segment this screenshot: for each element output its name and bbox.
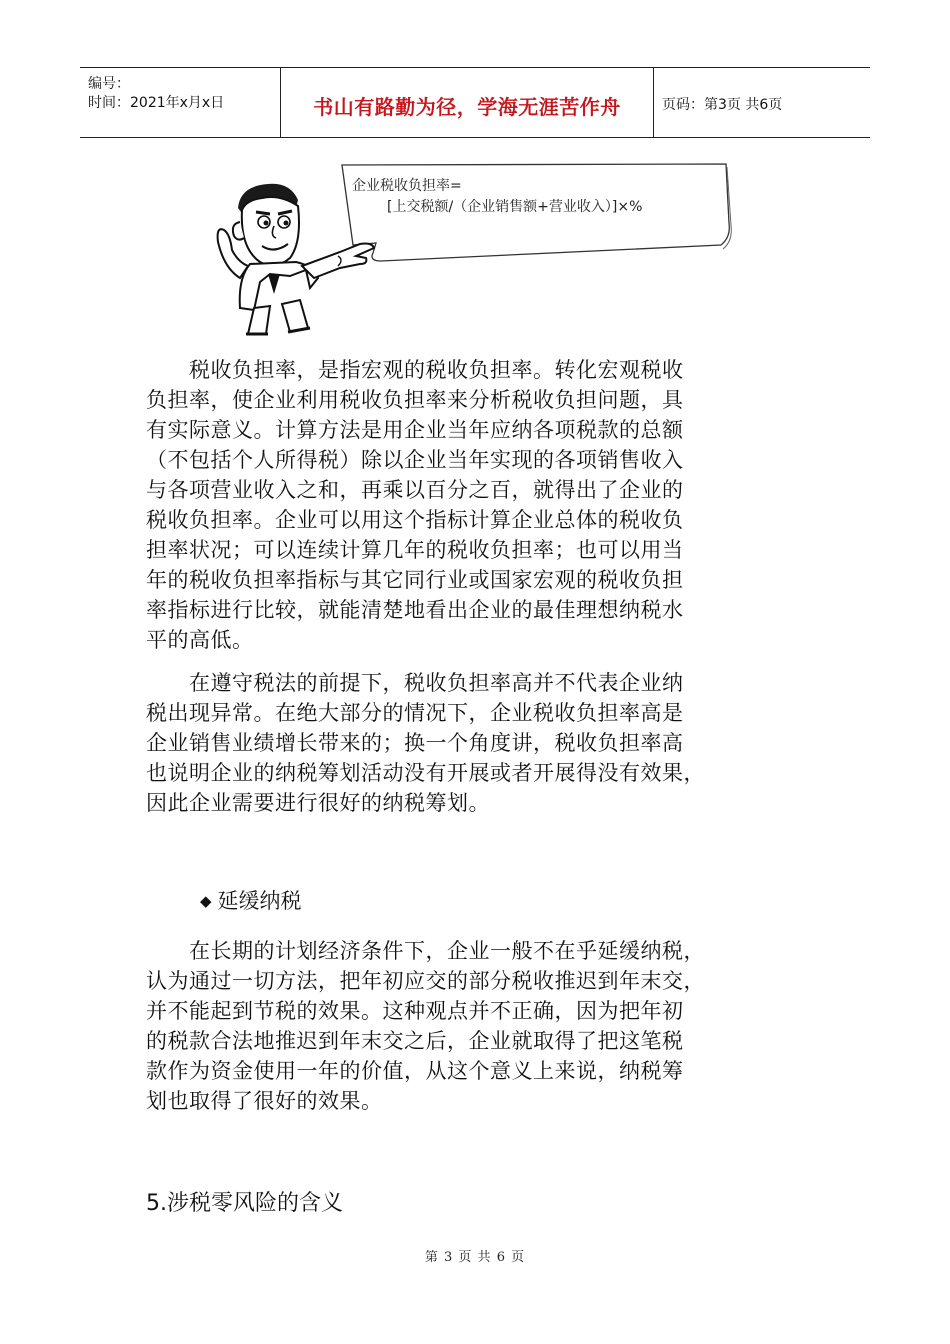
text-line: 有实际意义。计算方法是用企业当年应纳各项税款的总额 xyxy=(146,418,684,442)
text-line: 在长期的计划经济条件下，企业一般不在乎延缓纳税， xyxy=(146,939,705,963)
text-line: 并不能起到节税的效果。这种观点并不正确，因为把年初 xyxy=(146,999,684,1023)
text-line: 税出现异常。在绝大部分的情况下，企业税收负担率高是 xyxy=(146,701,684,725)
section-number: 5. xyxy=(146,1191,167,1216)
text-line: 因此企业需要进行很好的纳税筹划。 xyxy=(146,791,490,815)
text-line: 担率状况；可以连续计算几年的税收负担率；也可以用当 xyxy=(146,538,684,562)
text-line: 平的高低。 xyxy=(146,628,254,652)
section-title: 涉税零风险的含义 xyxy=(167,1191,344,1216)
text-line: 的税款合法地推迟到年末交之后，企业就取得了把这笔税 xyxy=(146,1029,684,1053)
text-line: 税收负担率，是指宏观的税收负担率。转化宏观税收 xyxy=(146,358,684,382)
pointing-man-illustration xyxy=(210,178,380,338)
formula-line-2: [上交税额/（企业销售额+营业收入）]×% xyxy=(387,199,643,215)
text-line: 认为通过一切方法，把年初应交的部分税收推迟到年末交， xyxy=(146,969,705,993)
text-line: 负担率，使企业利用税收负担率来分析税收负担问题，具 xyxy=(146,388,684,412)
time-label: 时间：2021年x月x日 xyxy=(88,95,225,111)
bullet-heading-deferred-tax xyxy=(200,886,302,916)
text-line: 年的税收负担率指标与其它同行业或国家宏观的税收负担 xyxy=(146,568,684,592)
text-line: 率指标进行比较，就能清楚地看出企业的最佳理想纳税水 xyxy=(146,598,684,622)
bullet-heading-text: 延缓纳税 xyxy=(217,889,302,913)
section-5-heading xyxy=(146,1189,343,1219)
text-line: 款作为资金使用一年的价值，从这个意义上来说，纳税筹 xyxy=(146,1059,684,1083)
paragraph-high-burden xyxy=(146,668,806,818)
text-line: 税收负担率。企业可以用这个指标计算企业总体的税收负 xyxy=(146,508,684,532)
text-line: 也说明企业的纳税筹划活动没有开展或者开展得没有效果， xyxy=(146,761,705,785)
formula-bubble xyxy=(341,163,734,259)
header-left-cell xyxy=(80,68,280,137)
page-code: 页码：第3页 共6页 xyxy=(662,97,783,113)
header-right-cell xyxy=(654,68,870,137)
diamond-bullet-icon: ◆ xyxy=(200,892,212,910)
paragraph-tax-burden-rate xyxy=(146,355,806,655)
page-footer: 第 3 页 共 6 页 xyxy=(424,1250,526,1265)
text-line: （不包括个人所得税）除以企业当年实现的各项销售收入 xyxy=(146,448,684,472)
serial-label: 编号： xyxy=(88,76,130,92)
text-line: 与各项营业收入之和，再乘以百分之百，就得出了企业的 xyxy=(146,478,684,502)
header-motto: 书山有路勤为径，学海无涯苦作舟 xyxy=(313,95,621,119)
text-line: 企业销售业绩增长带来的；换一个角度讲，税收负担率高 xyxy=(146,731,684,755)
text-line: 在遵守税法的前提下，税收负担率高并不代表企业纳 xyxy=(146,671,684,695)
page-header xyxy=(80,67,870,138)
paragraph-deferred-tax xyxy=(146,936,806,1116)
formula-line-1: 企业税收负担率= xyxy=(352,178,462,194)
cartoon-drawing xyxy=(210,178,380,338)
header-center-cell xyxy=(280,68,654,137)
text-line: 划也取得了很好的效果。 xyxy=(146,1089,383,1113)
